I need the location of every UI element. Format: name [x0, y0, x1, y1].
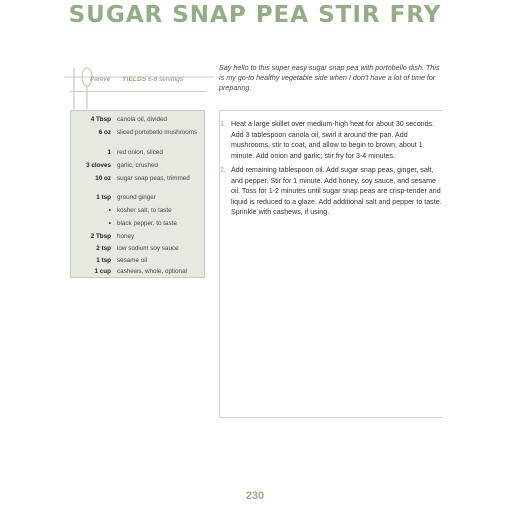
ingredient-amount: 1 tsp	[96, 194, 111, 201]
ingredient-amount: 4 Tbsp	[90, 116, 111, 123]
recipe-label-row	[70, 71, 206, 89]
ingredient-amount: •	[108, 220, 111, 227]
ingredient-name: low sodium soy sauce	[117, 245, 179, 252]
yields-label	[122, 76, 183, 83]
ingredient-amount: 2 Tbsp	[90, 233, 111, 240]
ingredient-name: sliced portobello mushrooms	[117, 129, 198, 136]
ingredient-name: ground ginger	[117, 194, 156, 201]
ingredient-amount: •	[108, 207, 111, 214]
ingredient-name: garlic, crushed	[117, 162, 158, 169]
recipe-title: SUGAR SNAP PEA STIR FRY	[68, 2, 442, 28]
ingredient-name: red onion, sliced	[117, 149, 163, 156]
ingredient-amount: 1 tsp	[96, 257, 111, 264]
label-divider	[70, 91, 206, 92]
recipe-intro: Say hello to this super easy sugar snap pea with portobello dish. This is my go-to healthy vegetable side when I don't have a lot of time for preparing.	[219, 63, 440, 92]
ingredient-name: honey	[117, 233, 135, 240]
ingredient-name: sugar snap peas, trimmed	[117, 175, 190, 182]
ingredient-name: canola oil, divided	[117, 116, 168, 123]
yields-value: 6-8 servings	[148, 76, 183, 83]
ingredient-amount: 6 oz	[98, 129, 111, 136]
ingredient-name: sesame oil	[117, 257, 148, 264]
step-text: Heat a large skillet over medium-high heat for about 30 seconds. Add 3 tablespoon canola oil, swirl it around the pan. Add mushrooms, stir to coat, and allow to begin to brown, about 1 minute. Add onion and garlic; stir fry for 3-4 minutes.	[231, 120, 435, 160]
ingredient-name: kosher salt, to taste	[117, 207, 172, 214]
step-text: Add remaining tablespoon oil. Add sugar snap peas, ginger, salt, and pepper. Stir for 1 minute. Add honey, soy sauce, and sesame oil. Toss for 1-2 minutes until sugar snap peas are crisp-tender and liquid is reduced to a glaze. Add additional salt and pepper to taste. Sprinkle with cashews, if using.	[231, 166, 442, 217]
step-number: 1.	[220, 120, 226, 128]
ingredient-name: black pepper, to taste	[117, 220, 177, 227]
ingredient-amount: 2 tsp	[96, 245, 111, 252]
ingredient-amount: 10 oz	[95, 175, 111, 182]
page-number: 230	[245, 490, 265, 502]
ingredient-amount: 3 cloves	[86, 162, 111, 169]
ingredient-amount: 1 cup	[94, 268, 111, 275]
step-number: 2.	[220, 166, 226, 174]
directions-panel	[219, 110, 442, 418]
ingredients-panel	[70, 110, 205, 278]
pareve-label: Pareve	[90, 76, 111, 83]
ingredient-name: cashews, whole, optional	[117, 268, 188, 275]
ingredient-amount: 1	[107, 149, 111, 156]
yields-heading: YIELDS	[122, 76, 147, 83]
